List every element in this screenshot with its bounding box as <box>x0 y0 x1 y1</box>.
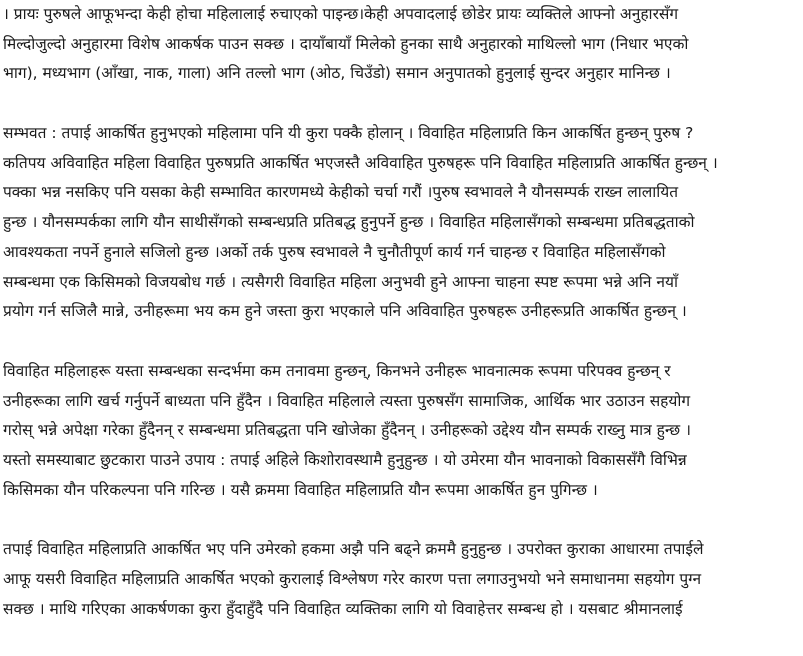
text-line: भाग), मध्यभाग (आँखा, नाक, गाला) अनि तल्लो भाग (ओठ, चिउँडो) समान अनुपातको हुनुलाई सुन्दर अनुहार मानिन्छ । <box>3 64 671 83</box>
paragraph-facial-features <box>0 0 803 89</box>
paragraph-attraction-reasons <box>0 119 803 327</box>
text-line: विवाहित महिलाहरू यस्ता सम्बन्धका सन्दर्भमा कम तनावमा हुन्छन्, किनभने उनीहरू भावनात्मक रूपमा परिपक्व हुन्छन् र <box>3 361 671 380</box>
text-line: कतिपय अविवाहित महिला विवाहित पुरुषप्रति आकर्षित भएजस्तै अविवाहित पुरुषहरू पनि विवाहित महिलाप्रति आकर्षित हुन्छन् । <box>3 153 718 172</box>
text-line: मिल्दोजुल्दो अनुहारमा विशेष आकर्षक पाउन सक्छ । दायाँबायाँ मिलेको हुनका साथै अनुहारको माथिल्लो भाग (निधार भएको <box>3 34 689 53</box>
text-line: किसिमका यौन परिकल्पना पनि गरिन्छ । यसै क्रममा विवाहित महिलाप्रति यौन रूपमा आकर्षित हुन पुगिन्छ । <box>3 480 598 499</box>
text-line: उनीहरूका लागि खर्च गर्नुपर्ने बाध्यता पनि हुँदैन । विवाहित महिलाले त्यस्ता पुरुषसँग सामाजिक, आर्थिक भार उठाउन सहयोग <box>3 391 691 410</box>
text-line: हुन्छ । यौनसम्पर्कका लागि यौन साथीसँगको सम्बन्धप्रति प्रतिबद्ध हुनुपर्ने हुन्छ । विवाहित महिलासँगको सम्बन्धमा प्रतिबद्धताको <box>3 213 695 232</box>
text-line: सम्बन्धमा एक किसिमको विजयबोध गर्छ । त्यसैगरी विवाहित महिला अनुभवी हुने आफ्ना चाहना स्पष्ट रूपमा भन्ने अनि नयाँ <box>3 272 678 291</box>
paragraph-married-women <box>0 357 803 505</box>
text-line: । प्रायः पुरुषले आफूभन्दा केही होचा महिलालाई रुचाएको पाइन्छ।केही अपवादलाई छोडेर प्रायः व्यक्तिले आफ्नो अनुहारसँग <box>3 5 679 23</box>
text-line: सक्छ । माथि गरिएका आकर्षणका कुरा हुँदाहुँदै पनि विवाहित व्यक्तिका लागि यो विवाहेत्तर सम्बन्ध हो । यसबाट श्रीमानलाई <box>3 599 683 618</box>
text-line: गरोस् भन्ने अपेक्षा गरेका हुँदैनन् र सम्बन्धमा प्रतिबद्धता पनि खोजेका हुँदैनन् । उनीहरूको उद्देश्य यौन सम्पर्क राख्नु मात्र हुन्छ । <box>3 421 691 440</box>
text-line: सम्भवत : तपाई आकर्षित हुनुभएको महिलामा पनि यी कुरा पक्कै होलान् । विवाहित महिलाप्रति किन आकर्षित हुन्छन् पुरुष ? <box>3 124 694 143</box>
text-line: प्रयोग गर्न सजिलै मान्ने, उनीहरूमा भय कम हुने जस्ता कुरा भएकाले पनि अविवाहित पुरुषहरू उनीहरूप्रति आकर्षित हुन्छन् । <box>3 302 687 321</box>
paragraph-spacer <box>0 505 803 535</box>
text-line: पक्का भन्न नसकिए पनि यसका केही सम्भावित कारणमध्ये केहीको चर्चा गरौं ।पुरुष स्वभावले नै यौनसम्पर्क राख्न लालायित <box>3 183 679 202</box>
text-line: आफू यसरी विवाहित महिलाप्रति आकर्षित भएको कुरालाई विश्लेषण गरेर कारण पत्ता लगाउनुभयो भने समाधानमा सहयोग पुग्न <box>3 570 702 588</box>
paragraph-solution <box>0 535 803 624</box>
paragraph-spacer <box>0 327 803 357</box>
text-line: तपाई विवाहित महिलाप्रति आकर्षित भए पनि उमेरको हकमा अझै पनि बढ्ने क्रममै हुनुहुन्छ । उपरोक्त कुराका आधारमा तपाईले <box>3 540 704 559</box>
paragraph-spacer <box>0 89 803 119</box>
text-line: यस्तो समस्याबाट छुटकारा पाउने उपाय : तपाई अहिले किशोरावस्थामै हुनुहुन्छ । यो उमेरमा यौन भावनाको विकाससँगै विभिन्न <box>3 450 687 469</box>
text-line: आवश्यकता नपर्ने हुनाले सजिलो हुन्छ ।अर्को तर्क पुरुष स्वभावले नै चुनौतीपूर्ण कार्य गर्न चाहन्छ र विवाहित महिलासँगको <box>3 242 666 261</box>
